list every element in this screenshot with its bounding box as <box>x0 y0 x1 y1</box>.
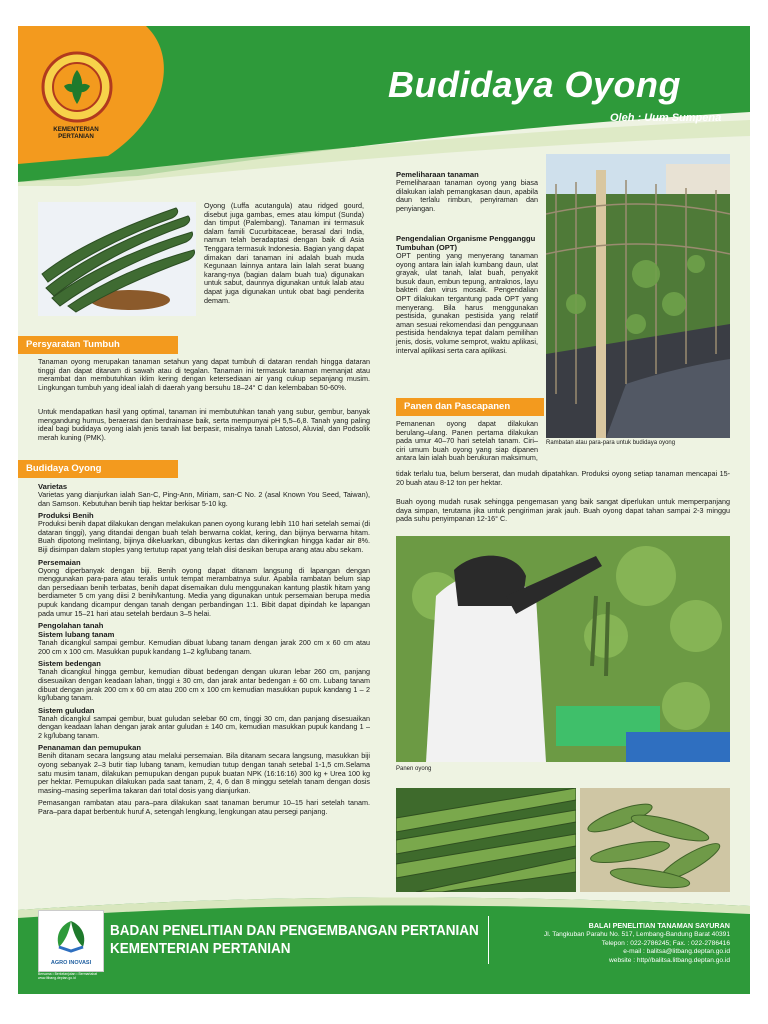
budidaya-item <box>38 621 370 656</box>
panen-paragraph-2: Buah oyong mudah rusak sehingga pengemasan yang baik sangat diperlukan untuk memperpanjang daya simpan, terutama jika untuk pengiriman jarak jauh. Buah oyong dapat tahan sampai 2-3 minggu pada suhu penyimpanan 12-16° C. <box>396 497 730 524</box>
agency-name-line2: KEMENTERIAN PERTANIAN <box>110 940 291 957</box>
budidaya-item-body: Produksi benih dapat dilakukan dengan melakukan panen oyong kurang lebih 110 hari setelah semai (di dataran tinggi), yang ditandai dengan buah telah berwarna coklat, kering, dan bijinya berwarna hitam. Buah dipotong melintang, bijinya dikeluarkan, dibungkus kertas dan dikeringkan hingga kadar air 8%. Biji disimpan dalam stoples yang tertutup rapat yang telah diisi desikan berupa arang atau abu sekam. <box>38 519 370 554</box>
budidaya-item-title: Produksi Benih <box>38 511 94 521</box>
section-heading-persyaratan: Persyaratan Tumbuh <box>18 336 178 354</box>
oyong-pile-photo-1 <box>396 788 576 892</box>
persyaratan-paragraph-2: Untuk mendapatkan hasil yang optimal, tanaman ini membutuhkan tanah yang subur, gembur, banyak mengandung humus, beraerasi dan berdrainase baik, serta mempunyai pH 5,5–6,8. Tanah yang paling ideal bagi budidaya oyong ialah jenis tanah liat berpasir, misalnya tanah Latosol, Aluvial, dan Podsolik merah kuning (PMK). <box>38 407 370 442</box>
trellis-caption: Rambatan atau para-para untuk budidaya oyong <box>546 440 676 446</box>
budidaya-item-body: Tanah dicangkul hingga gembur, kemudian dibuat bedengan dengan ukuran lebar 260 cm, panjang disesuaikan dengan keadaan lahan, tinggi ± 30 cm, dan jarak antar bedengan ± 60 cm. Lubang tanam dibuat dengan jarak 200 cm x 60 cm atau 200 cm x 100 cm kemudian masukkan pupuk kandang 1 – 2 kg/lubang tanam. <box>38 667 370 703</box>
ministry-logo-text: KEMENTERIAN PERTANIAN <box>53 126 99 140</box>
budidaya-item <box>38 706 370 741</box>
oyong-fruit-photo <box>38 202 196 316</box>
section-heading-budidaya: Budidaya Oyong <box>18 460 178 478</box>
institute-email: e-mail : balitsa@litbang.deptan.go.id <box>623 948 730 956</box>
budidaya-item-title: Varietas <box>38 482 68 491</box>
budidaya-item <box>38 482 370 508</box>
budidaya-item <box>38 558 370 619</box>
budidaya-item-body: Benih ditanam secara langsung atau melalui persemaian. Bila ditanam secara langsung, masukkan biji oyong sebanyak 2–3 butir tiap lubang tanam, kemudian tutup dengan tanah setebal 1-1,5 cm.Selama satu musim tanam, dilakukan pemupukan dengan pupuk buatan NPK (16:16:16) 300 kg + Urea 100 kg per hektar. Pemupukan dilakukan pada saat tanam, 2, 4, 6 dan 8 minggu setelah tanam dengan dosis masing–masing seperlima takaran dari total dosis yang dianjurkan. <box>38 751 370 795</box>
persyaratan-paragraph-1: Tanaman oyong merupakan tanaman setahun yang dapat tumbuh di dataran rendah hingga dataran tinggi dan dapat ditanam di sawah atau di tegalan. Tanaman ini termasuk tanaman memanjat atau merambat dan membutuhkan iklim kering dengan ketersediaan air yang cukup sepanjang musim. Lingkungan tumbuh yang ideal ialah di daerah yang bersuhu 18–24° C dan kelembaban 50-60%. <box>38 357 370 392</box>
poster <box>18 26 750 994</box>
budidaya-item-title: Penanaman dan pemupukan <box>38 743 141 753</box>
section-heading-panen: Panen dan Pascapanen <box>396 398 544 416</box>
footer-divider <box>488 916 489 964</box>
budidaya-item-title: Sistem guludan <box>38 705 95 715</box>
budidaya-item-title: Persemaian <box>38 557 81 567</box>
budidaya-item <box>38 659 370 702</box>
budidaya-item-body: Varietas yang dianjurkan ialah San-C, Ping-Ann, Miriam, san-C No. 2 (asal Known You Seed, Taiwan), dan Samson. Kebutuhan benih tiap hektar berkisar 5-10 kg. <box>38 490 370 508</box>
ministry-emblem-icon <box>40 50 114 124</box>
opt-title: Pengendalian Organisme Pengganggu Tumbuhan (OPT) <box>396 234 536 252</box>
pemeliharaan-title: Pemeliharaan tanaman <box>396 170 479 179</box>
agency-name-line1: BADAN PENELITIAN DAN PENGEMBANGAN PERTANIAN <box>110 922 479 939</box>
budidaya-item-title: Sistem bedengan <box>38 659 101 669</box>
intro-text: Oyong (Luffa acutangula) atau ridged gourd, disebut juga gambas, emes atau kimput (Sunda) dan timput (Palembang). Tanaman ini termasuk dalam famili Cucurbitaceae, berasal dari India, namun telah beradaptasi dengan baik di Asia Tenggara termasuk Indonesia. Bagian yang dapat dimakan dari tanaman ini adalah buah muda Kegunaan lainnya antara lain lalah serat buang karang-nya (bagian dalam buah tua) digunakan untuk sabut, daunnya digunakan untuk lalab atau dapat juga digunakan untuk obat bagi penderita demam. <box>204 201 364 305</box>
budidaya-item-body: Oyong diperbanyak dengan biji. Benih oyong dapat ditanam langsung di lapangan dengan menggunakan para-para atau teralis untuk tempat merambatnya sulur. Apabila rambatan belum siap dan persediaan benih terbatas, benih dapat disemaikan dulu menggunakan kantung plastik hitam yang berdiameter 5 cm yang diisi 2 benih/kantung. Media yang digunakan untuk persemaian berupa media pupuk kandang dicampur dengan tanah dengan perbandingan 1:1. Bibit dapat dipindah ke lapangan pada umur 15–21 hari atau setelah berdaun 3–5 helai. <box>38 565 370 618</box>
budidaya-list <box>38 482 370 817</box>
agro-inovasi-logo <box>38 910 104 972</box>
budidaya-item-body: Tanah dicangkul sampai gembur. Kemudian dibuat lubang tanam dengan jarak 200 cm x 60 cm atau 200 cm x 100 cm. Masukkan pupuk kandang 1–2 kg/lubang tanam. <box>38 638 370 656</box>
pemeliharaan-block <box>396 170 538 213</box>
budidaya-item <box>38 743 370 795</box>
pemeliharaan-body: Pemeliharaan tanaman oyong yang biasa dilakukan ialah pemangkasan daun, apabila daun terlalu rimbun, penyiraman dan penyiangan. <box>396 178 538 213</box>
page-title: Budidaya Oyong <box>388 64 682 105</box>
budidaya-item <box>38 511 370 554</box>
budidaya-item-body: Pemasangan rambatan atau para–para dilakukan saat tanaman berumur 10–15 hari setelah tanam. Para–para dapat berbentuk huruf A, setengah lengkung, lengkungan atau persegi panjang. <box>38 798 370 817</box>
institute-address: Jl. Tangkuban Parahu No. 517, Lembang-Bandung Barat 40391 <box>543 930 730 938</box>
institute-name: BALAI PENELITIAN TANAMAN SAYURAN <box>588 921 730 930</box>
author-byline: Oleh : Uum Sumpena <box>610 112 722 124</box>
opt-block <box>396 234 538 355</box>
budidaya-item <box>38 799 370 816</box>
institute-phone: Telepon : 022-2786245; Fax. : 022-2786416 <box>601 939 730 947</box>
budidaya-item-body: Tanah dicangkul sampai gembur, buat guludan selebar 60 cm, tinggi 30 cm, dan panjang disesuaikan dengan keadaan lahan dengan jarak antar guludan ± 140 cm, kemudian masukkan pupuk kandang 1 – 2 kg/lubang tanam. <box>38 713 370 740</box>
harvest-caption: Panen oyong <box>396 766 432 772</box>
trellis-photo <box>546 154 730 438</box>
institute-website: website : http//balitsa.litbang.deptan.go.id <box>609 957 730 965</box>
agro-inovasi-icon <box>39 911 103 955</box>
ministry-logo <box>40 50 114 124</box>
institute-contact <box>498 922 730 966</box>
opt-body: OPT penting yang menyerang tanaman oyong antara lain ialah kumbang daun, ulat grayak, ulat tanah, lalat buah, penyakit busuk daun, embun tepung, antraknos, layu bakteri dan virus mosaik. Pengendalian OPT dilakukan tergantung pada OPT yang menyerang. Bila harus menggunakan pestisida, gunakan pestisida yang relatif aman sesuai rekomendasi dan penggunaan pestisida hendaknya tepat dalam pemilihan jenis, dosis, volume semprot, waktu aplikasi, interval aplikasi serta cara aplikasi. <box>396 251 538 355</box>
agro-inovasi-tagline: Bersama • Berkelanjutan • Bermartabat www.litbang.deptan.go.id <box>38 972 98 980</box>
budidaya-item-title: Pengolahan tanah Sistem lubang tanam <box>38 621 115 640</box>
oyong-pile-photo-2 <box>580 788 730 892</box>
harvest-photo <box>396 536 730 762</box>
agro-inovasi-label: AGRO INOVASI <box>50 960 92 966</box>
panen-paragraph-1-cont: tidak terlalu tua, belum berserat, dan mudah dipatahkan. Produksi oyong setiap tanaman mencapai 15-20 buah atau 8-12 ton per hektar. <box>396 470 730 487</box>
panen-paragraph-1-start: Pemanenan oyong dapat dilakukan berulang–ulang. Panen pertama dilakukan pada umur 40–70 hari setelah tanam. Ciri–ciri umum buah oyong yang siap dipanen antara lain ialah buah berukuran maksimum, <box>396 420 538 463</box>
